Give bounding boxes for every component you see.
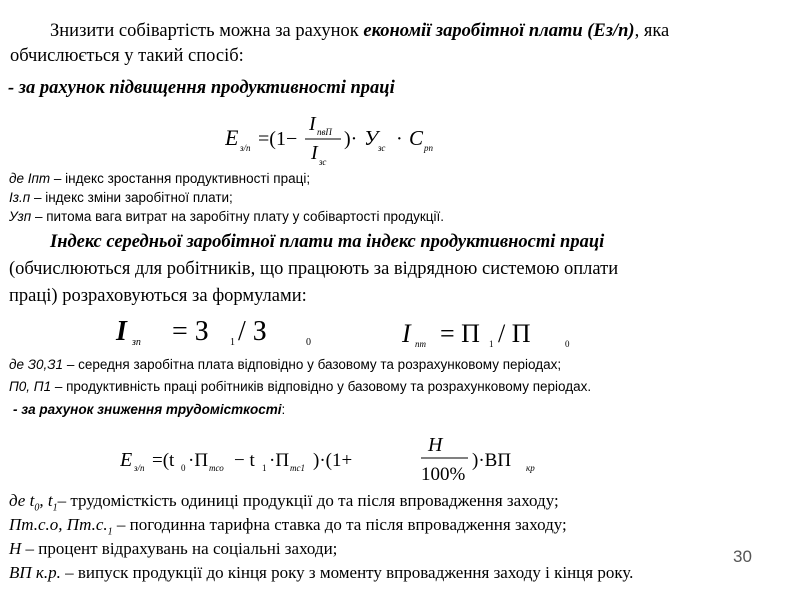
svg-text:I: I [309, 113, 316, 135]
paragraph-2-line-3: праці) розраховуються за формулами: [9, 286, 307, 306]
definition-tariff-rate: Пт.с.о, $Пт.с._1$ – погодинна тарифна ставка до та після впровадження заходу; [9, 515, 567, 538]
svg-text:I: I [116, 316, 127, 347]
formula-productivity-index [398, 312, 598, 352]
definition-average-wage: де З0,З1 – середня заробітна плата відповідно у базовому та розрахунковому періодах; [9, 357, 562, 372]
svg-text:/ П: / П [498, 319, 531, 348]
page-number: 30 [733, 547, 752, 566]
intro-line-1 [50, 21, 669, 42]
svg-text:E: E [120, 449, 133, 471]
formula-symbol: E [225, 125, 239, 150]
svg-text:тсо: тсо [209, 463, 224, 473]
svg-text:зс: зс [319, 157, 327, 167]
definition-labor-intensity: де $t_0$, $t_1-$ трудомісткість одиниці продукції до та після впровадження заходу; [9, 491, 559, 514]
definition-social-percent: Н – процент відрахувань на соціальні заходи; [9, 539, 338, 558]
svg-text:1: 1 [230, 337, 235, 348]
svg-text:/ З: / З [238, 316, 267, 347]
svg-text:пвП: пвП [317, 127, 332, 137]
intro-emphasis: економії заробітної плати (Ез/п) [363, 21, 635, 41]
svg-text:·П: ·П [188, 450, 209, 471]
definition-wage-share: Узп – питома вага витрат на заробітну плату у собівартості продукції. [9, 209, 445, 224]
svg-text:зс: зс [378, 143, 386, 153]
svg-text:пт: пт [415, 339, 426, 349]
svg-text:H: H [428, 434, 443, 456]
formula-cost-reduction-labor-intensity [120, 430, 570, 488]
svg-text:·: · [396, 128, 403, 150]
svg-text:= З: = З [172, 316, 209, 347]
svg-text:1: 1 [489, 339, 494, 349]
svg-text:У: У [364, 126, 379, 150]
svg-text:з/п: з/п [134, 463, 145, 473]
svg-text:0: 0 [565, 339, 570, 349]
svg-text:з/п: з/п [240, 143, 251, 153]
svg-text:=(t: =(t [152, 450, 175, 471]
svg-text:·П: ·П [269, 450, 290, 471]
svg-text:0: 0 [181, 463, 186, 473]
svg-text:1: 1 [262, 463, 267, 473]
definition-labor-productivity: П0, П1 – продуктивність праці робітників відповідно у базовому та розрахунковому періодах. [9, 379, 592, 394]
definition-output: ВП к.р. – випуск продукції до кінця року з моменту впровадження заходу і кінця року. [9, 563, 634, 582]
paragraph-2-heading: Індекс середньої заробітної плати та індекс продуктивності праці [50, 232, 605, 252]
svg-text:=(1−: =(1− [258, 128, 298, 150]
definition-wage-index: Із.п – індекс зміни заробітної плати; [9, 190, 233, 205]
svg-text:рп: рп [424, 143, 433, 153]
svg-text:)·ВП: )·ВП [472, 450, 512, 471]
svg-text:С: С [409, 126, 424, 150]
formula-cost-reduction-productivity [225, 112, 485, 168]
intro-text-tail: , яка [634, 21, 670, 41]
svg-text:I: I [402, 319, 411, 348]
svg-text:зп: зп [132, 337, 141, 348]
svg-text:100%: 100% [421, 464, 466, 485]
svg-text:0: 0 [306, 337, 311, 348]
svg-text:− t: − t [234, 450, 255, 471]
svg-text:= П: = П [440, 319, 480, 348]
svg-text:)·(1+: )·(1+ [313, 450, 353, 471]
svg-text:)·: )· [344, 128, 358, 150]
definition-productivity-index: де Іпт – індекс зростання продуктивності праці; [9, 171, 311, 186]
section-heading-2: - за рахунок зниження трудомісткості: [13, 402, 286, 417]
section-heading-1: - за рахунок підвищення продуктивності праці [8, 78, 395, 98]
formula-wage-index [112, 310, 342, 352]
intro-text: Знизити собівартість можна за рахунок [50, 21, 364, 41]
svg-text:тс1: тс1 [290, 463, 305, 473]
svg-text:I: I [311, 142, 318, 164]
intro-line-2: обчислюється у такий спосіб: [10, 46, 244, 66]
paragraph-2-line-2: (обчислюються для робітників, що працюють за відрядною системою оплати [9, 259, 619, 279]
svg-text:кр: кр [526, 463, 535, 473]
